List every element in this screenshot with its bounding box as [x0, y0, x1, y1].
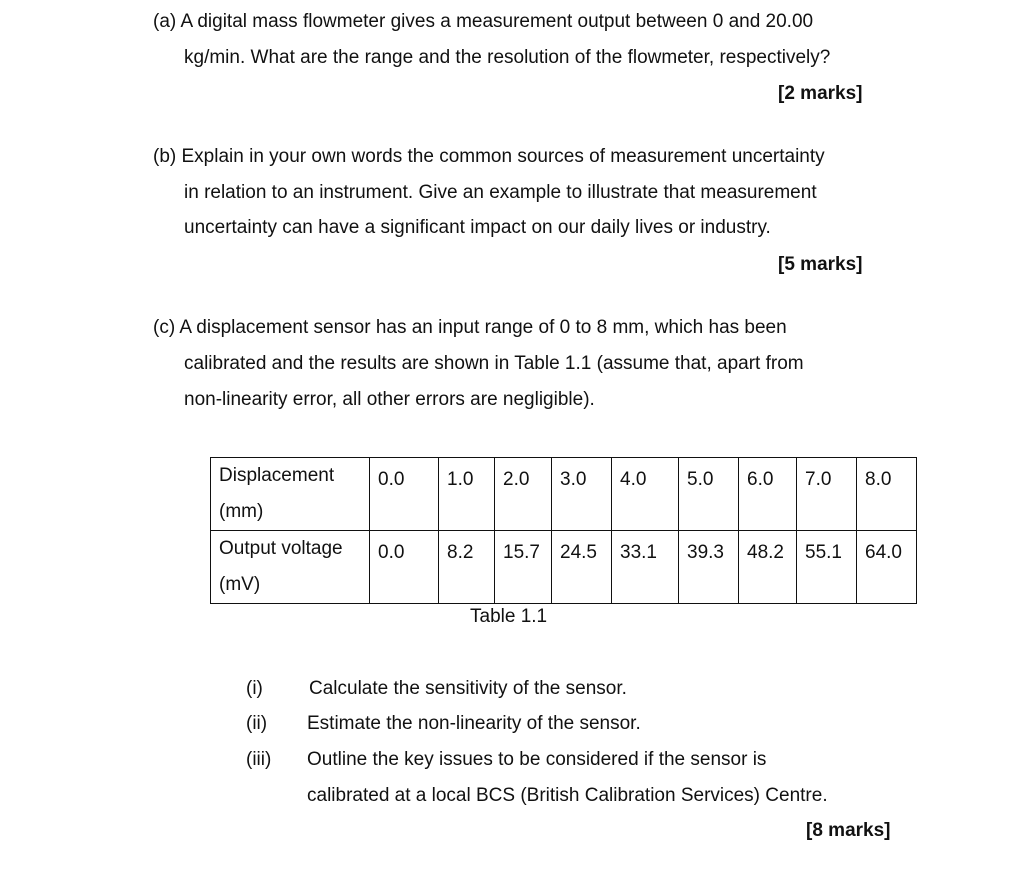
subquestion-text: Outline the key issues to be considered if the sensor is — [307, 749, 767, 770]
subquestion-text: Calculate the sensitivity of the sensor. — [309, 678, 627, 699]
displacement-label: Displacement — [219, 465, 335, 486]
table-cell: 0.0 — [370, 531, 439, 604]
table-cell: 8.0 — [857, 458, 917, 531]
table-cell: 55.1 — [797, 531, 857, 604]
table-cell: 1.0 — [439, 458, 495, 531]
voltage-label: Output voltage — [219, 538, 343, 559]
subquestion-text: Estimate the non-linearity of the sensor. — [307, 713, 641, 734]
part-a-marks: [2 marks] — [778, 83, 863, 104]
table-cell: 33.1 — [612, 531, 679, 604]
subquestion-number: (i) — [246, 678, 263, 699]
table-cell: 24.5 — [552, 531, 612, 604]
table-cell: 3.0 — [552, 458, 612, 531]
part-c-line-3: non-linearity error, all other errors are negligible). — [184, 389, 595, 410]
part-c-marks: [8 marks] — [806, 820, 891, 841]
table-row-voltage — [211, 531, 917, 604]
part-c-line-2: calibrated and the results are shown in Table 1.1 (assume that, apart from — [184, 353, 804, 374]
table-cell: 15.7 — [495, 531, 552, 604]
table-cell: 2.0 — [495, 458, 552, 531]
table-cell: 4.0 — [612, 458, 679, 531]
part-b-marks: [5 marks] — [778, 254, 863, 275]
part-b-line-2: in relation to an instrument. Give an example to illustrate that measurement — [184, 182, 817, 203]
calibration-table — [210, 457, 917, 604]
table-cell: 8.2 — [439, 531, 495, 604]
part-a-line-2: kg/min. What are the range and the resolution of the flowmeter, respectively? — [184, 47, 831, 68]
part-b-line-3: uncertainty can have a significant impact on our daily lives or industry. — [184, 217, 771, 238]
table-cell: 39.3 — [679, 531, 739, 604]
part-b-line-1: (b) Explain in your own words the common sources of measurement uncertainty — [153, 146, 825, 167]
part-c-line-1: (c) A displacement sensor has an input range of 0 to 8 mm, which has been — [153, 317, 787, 338]
table-caption: Table 1.1 — [470, 606, 548, 627]
table-cell: 6.0 — [739, 458, 797, 531]
subquestion-text-continued: calibrated at a local BCS (British Calibration Services) Centre. — [307, 785, 828, 806]
table-cell: 7.0 — [797, 458, 857, 531]
voltage-header — [211, 531, 370, 604]
table-cell: 64.0 — [857, 531, 917, 604]
table-cell: 0.0 — [370, 458, 439, 531]
table-cell: 5.0 — [679, 458, 739, 531]
part-a-line-1: (a) A digital mass flowmeter gives a measurement output between 0 and 20.00 — [153, 11, 814, 32]
table-row-displacement — [211, 458, 917, 531]
displacement-header — [211, 458, 370, 531]
subquestion-number: (iii) — [246, 749, 272, 770]
table-cell: 48.2 — [739, 531, 797, 604]
voltage-unit: (mV) — [219, 574, 261, 595]
displacement-unit: (mm) — [219, 501, 264, 522]
subquestion-number: (ii) — [246, 713, 268, 734]
